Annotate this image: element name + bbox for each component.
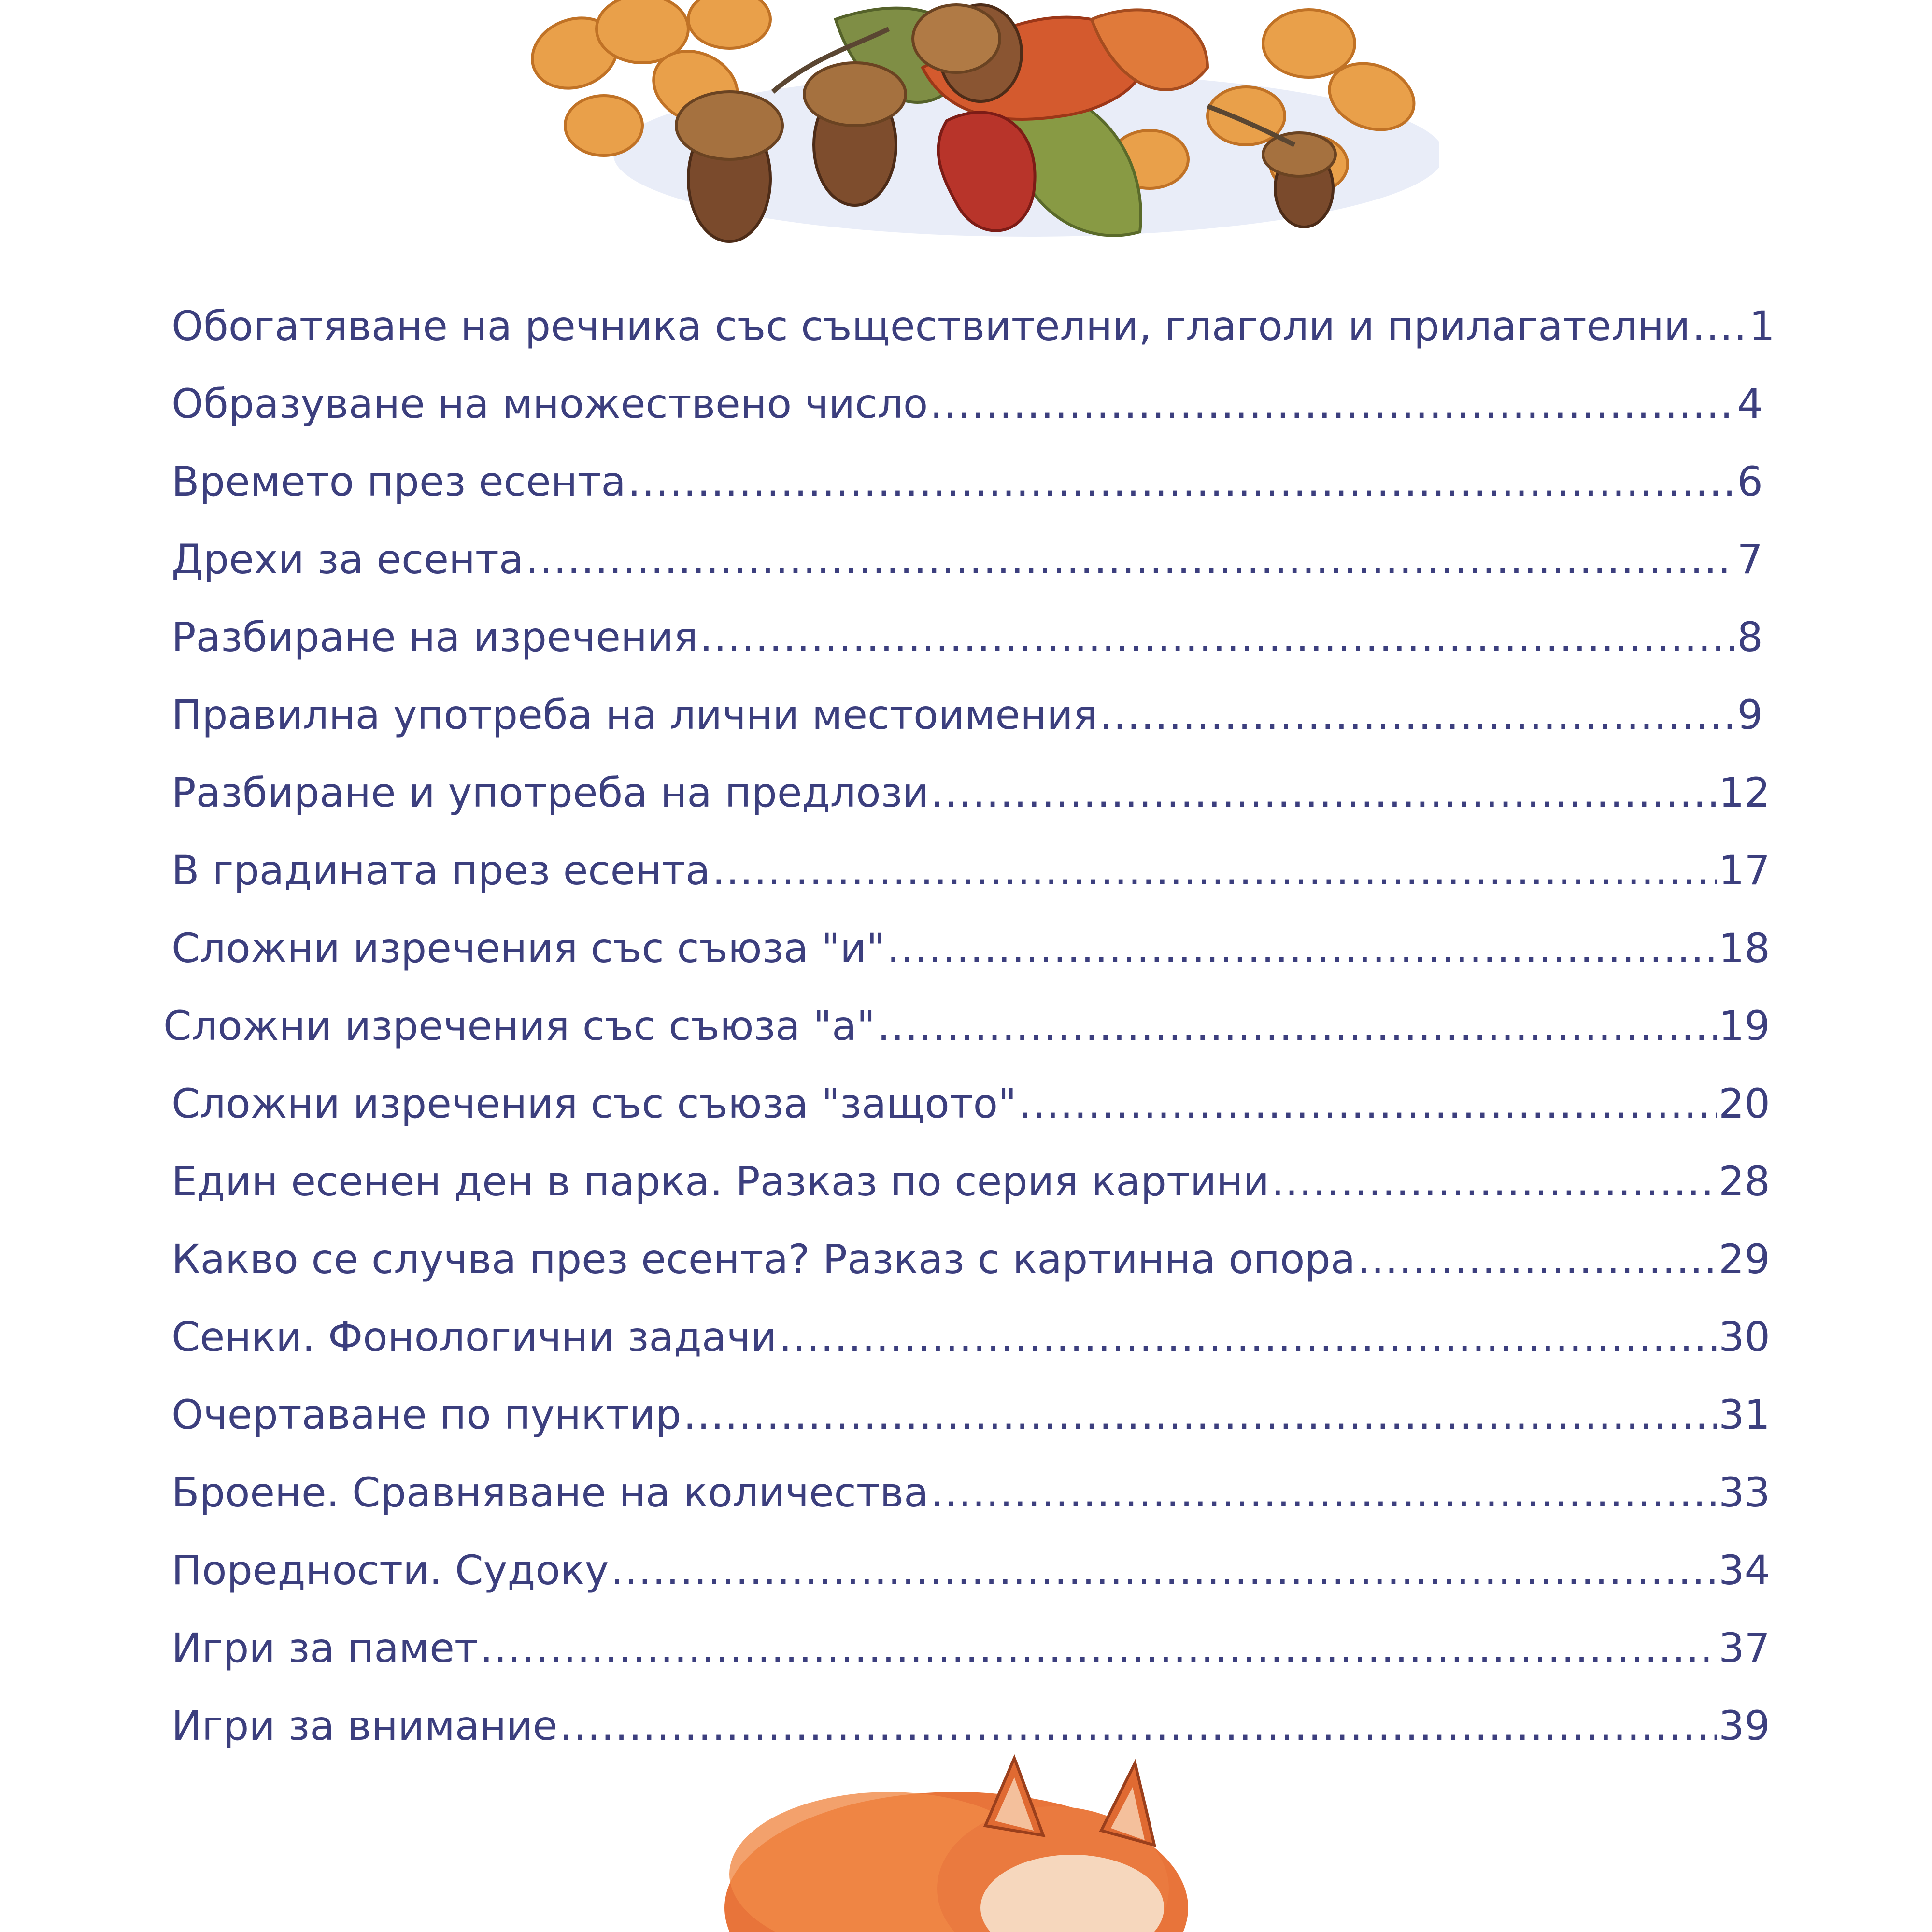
toc-entry-page: 28 xyxy=(1719,1158,1770,1205)
toc-entry[interactable] xyxy=(171,1310,1770,1364)
toc-entry-title: Сложни изречения със съюза "и" xyxy=(171,924,885,972)
toc-entry[interactable] xyxy=(171,1621,1770,1675)
toc-dot-leader xyxy=(700,611,1735,664)
toc-entry-page: 9 xyxy=(1737,691,1763,739)
toc-dot-leader xyxy=(480,1621,1717,1675)
toc-dot-leader xyxy=(930,377,1735,430)
toc-dot-leader xyxy=(1692,299,1747,353)
toc-entry-title: Какво се случва през есента? Разказ с картинна опора xyxy=(171,1236,1356,1283)
toc-entry-title: Дрехи за есента xyxy=(171,536,524,583)
toc-entry-page: 8 xyxy=(1737,613,1763,661)
toc-entry-page: 30 xyxy=(1719,1313,1770,1361)
toc-entry-title: Сложни изречения със съюза "защото" xyxy=(171,1080,1017,1127)
toc-entry[interactable] xyxy=(171,1155,1770,1208)
toc-entry-title: Образуване на множествено число xyxy=(171,380,928,427)
toc-entry-page: 34 xyxy=(1719,1547,1770,1594)
toc-dot-leader xyxy=(877,999,1717,1052)
toc-entry[interactable] xyxy=(171,1077,1770,1130)
toc-dot-leader xyxy=(1357,1233,1717,1286)
toc-entry-page: 19 xyxy=(1719,1002,1770,1050)
toc-entry[interactable] xyxy=(171,1544,1770,1597)
toc-dot-leader xyxy=(779,1310,1717,1364)
toc-dot-leader xyxy=(628,455,1735,508)
toc-entry[interactable] xyxy=(171,1388,1770,1441)
toc-entry-title: Броене. Сравняване на количества xyxy=(171,1469,929,1516)
toc-dot-leader xyxy=(559,1699,1717,1752)
toc-entry[interactable] xyxy=(171,611,1763,664)
toc-entry-title: Разбиране и употреба на предлози xyxy=(171,769,929,816)
toc-entry[interactable] xyxy=(171,1466,1770,1519)
toc-entry-title: Игри за внимание xyxy=(171,1702,558,1749)
toc-entry-title: В градината през есента xyxy=(171,847,710,894)
sleeping-fox-illustration xyxy=(686,1748,1265,1932)
toc-entry[interactable] xyxy=(171,922,1770,975)
toc-dot-leader xyxy=(887,922,1717,975)
toc-entry-title: Един есенен ден в парка. Разказ по серия картини xyxy=(171,1158,1270,1205)
toc-entry-title: Сложни изречения със съюза "а" xyxy=(163,1002,876,1050)
toc-entry[interactable] xyxy=(171,1233,1770,1286)
toc-entry[interactable] xyxy=(171,844,1770,897)
toc-entry-title: Времето през есента xyxy=(171,458,626,505)
toc-entry[interactable] xyxy=(171,766,1770,819)
toc-entry[interactable] xyxy=(171,1699,1770,1752)
toc-entry-title: Очертаване по пунктир xyxy=(171,1391,682,1438)
toc-entry-page: 33 xyxy=(1719,1469,1770,1516)
toc-entry[interactable] xyxy=(171,377,1763,430)
toc-entry-title: Игри за памет xyxy=(171,1624,478,1672)
toc-entry-page: 4 xyxy=(1737,380,1763,427)
toc-entry[interactable] xyxy=(163,999,1770,1052)
toc-entry-page: 17 xyxy=(1719,847,1770,894)
toc-entry-title: Поредности. Судоку xyxy=(171,1547,609,1594)
toc-entry-title: Разбиране на изречения xyxy=(171,613,698,661)
toc-dot-leader xyxy=(1019,1077,1717,1130)
toc-entry-page: 20 xyxy=(1719,1080,1770,1127)
toc-entry-page: 7 xyxy=(1737,536,1763,583)
toc-dot-leader xyxy=(1099,688,1735,741)
toc-entry[interactable] xyxy=(171,533,1763,586)
toc-dot-leader xyxy=(683,1388,1717,1441)
toc-entry-title: Сенки. Фонологични задачи xyxy=(171,1313,777,1361)
toc-entry[interactable] xyxy=(171,688,1763,741)
toc-entry-title: Правилна употреба на лични местоимения xyxy=(171,691,1098,739)
toc-entry-page: 39 xyxy=(1719,1702,1770,1749)
toc-dot-leader xyxy=(526,533,1735,586)
toc-dot-leader xyxy=(931,766,1717,819)
toc-entry-page: 1 xyxy=(1749,302,1775,350)
toc-entry-page: 37 xyxy=(1719,1624,1770,1672)
toc-entry-page: 6 xyxy=(1737,458,1763,505)
toc-dot-leader xyxy=(1271,1155,1717,1208)
toc-dot-leader xyxy=(931,1466,1717,1519)
toc-entry-page: 12 xyxy=(1719,769,1770,816)
toc-entry[interactable] xyxy=(171,455,1763,508)
toc-entry-page: 18 xyxy=(1719,924,1770,972)
toc-dot-leader xyxy=(712,844,1717,897)
toc-entry-page: 31 xyxy=(1719,1391,1770,1438)
toc-entry[interactable] xyxy=(171,299,1775,353)
toc-entry-title: Обогатяване на речника със съществителни, глаголи и прилагателни xyxy=(171,302,1690,350)
toc-entry-page: 29 xyxy=(1719,1236,1770,1283)
toc-dot-leader xyxy=(611,1544,1717,1597)
